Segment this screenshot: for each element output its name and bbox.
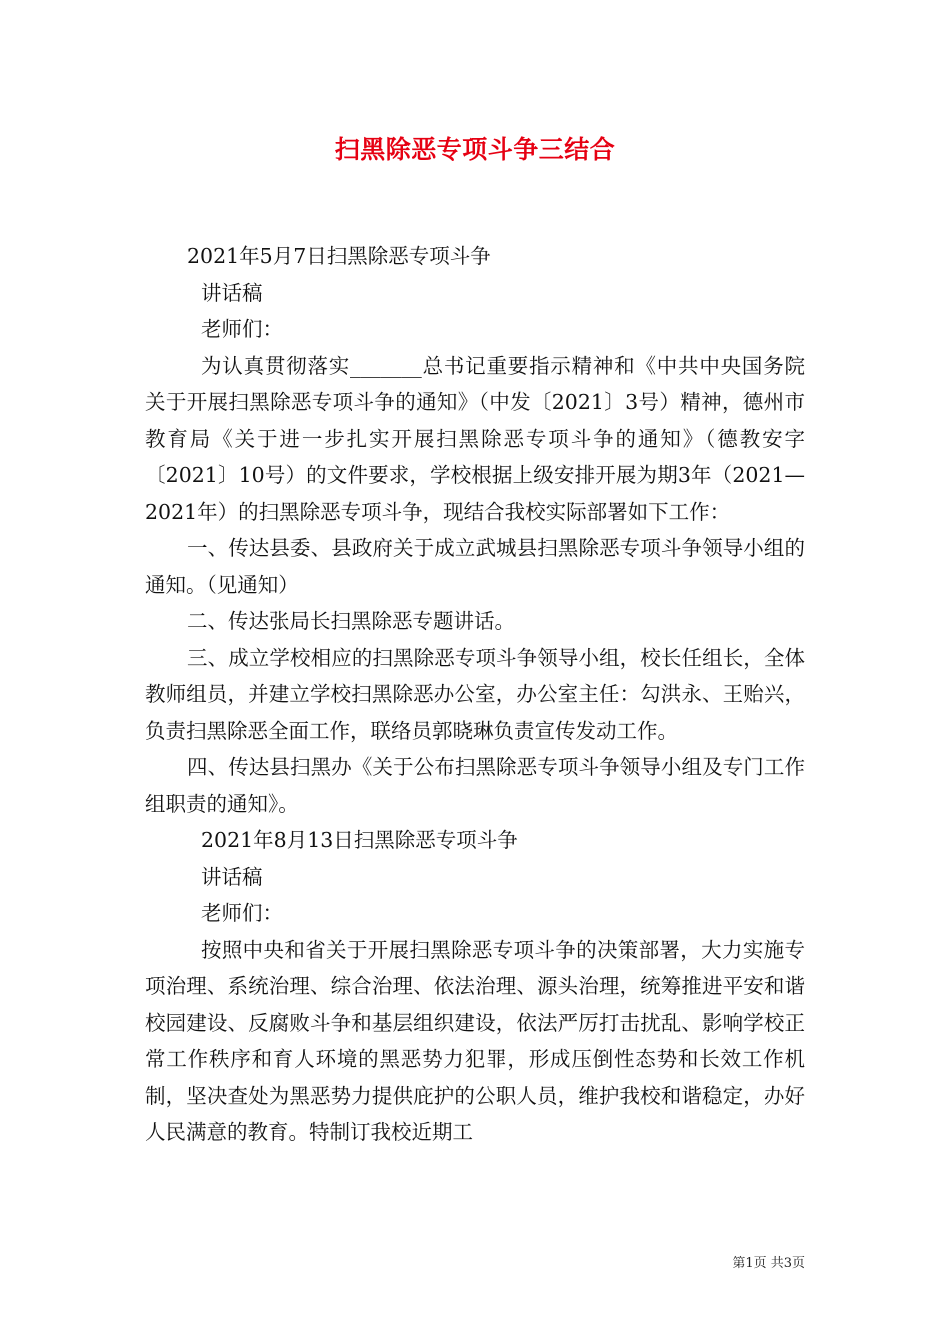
section1-item-2: 二、传达张局长扫黑除恶专题讲话。: [187, 609, 515, 633]
page-number-footer: 第1页 共3页: [732, 1256, 805, 1271]
section1-item-4: 四、传达县扫黑办《关于公布扫黑除恶专项斗争领导小组及专门工作组职责的通知》。: [145, 755, 805, 816]
section1-subtitle: 讲话稿: [201, 280, 263, 305]
section2-subtitle: 讲话稿: [201, 864, 263, 889]
section1-greeting: 老师们：: [201, 317, 283, 341]
document-body: [145, 238, 805, 1151]
section2-date-line: 2021年8月13日扫黑除恶专项斗争: [201, 828, 518, 852]
section2-greeting: 老师们：: [201, 901, 283, 925]
document-title: 扫黑除恶专项斗争三结合: [334, 135, 616, 164]
section1-date-line: 2021年5月7日扫黑除恶专项斗争: [187, 244, 491, 268]
section1-intro-paragraph: 为认真贯彻落实_______总书记重要指示精神和《中共中央国务院关于开展扫黑除恶专项斗争的通知》（中发〔2021〕3号）精神，德州市教育局《关于进一步扎实开展扫黑除恶专项斗争的通知》（德教安字〔2021〕10号）的文件要求，学校根据上级安排开展为期3年（2021—2021年）的扫黑除恶专项斗争，现结合我校实际部署如下工作：: [145, 353, 805, 524]
section1-item-1: 一、传达县委、县政府关于成立武城县扫黑除恶专项斗争领导小组的通知。（见通知）: [145, 536, 805, 597]
section2-intro-paragraph: 按照中央和省关于开展扫黑除恶专项斗争的决策部署，大力实施专项治理、系统治理、综合治理、依法治理、源头治理，统筹推进平安和谐校园建设、反腐败斗争和基层组织建设，依法严厉打击扰乱、影响学校正常工作秩序和育人环境的黑恶势力犯罪，形成压倒性态势和长效工作机制，坚决查处为黑恶势力提供庇护的公职人员，维护我校和谐稳定，办好人民满意的教育。特制订我校近期工: [145, 937, 805, 1144]
section1-item-3: 三、成立学校相应的扫黑除恶专项斗争领导小组，校长任组长，全体教师组员，并建立学校扫黑除恶办公室，办公室主任：勾洪永、王贻兴，负责扫黑除恶全面工作，联络员郭晓琳负责宣传发动工作。: [145, 645, 805, 743]
